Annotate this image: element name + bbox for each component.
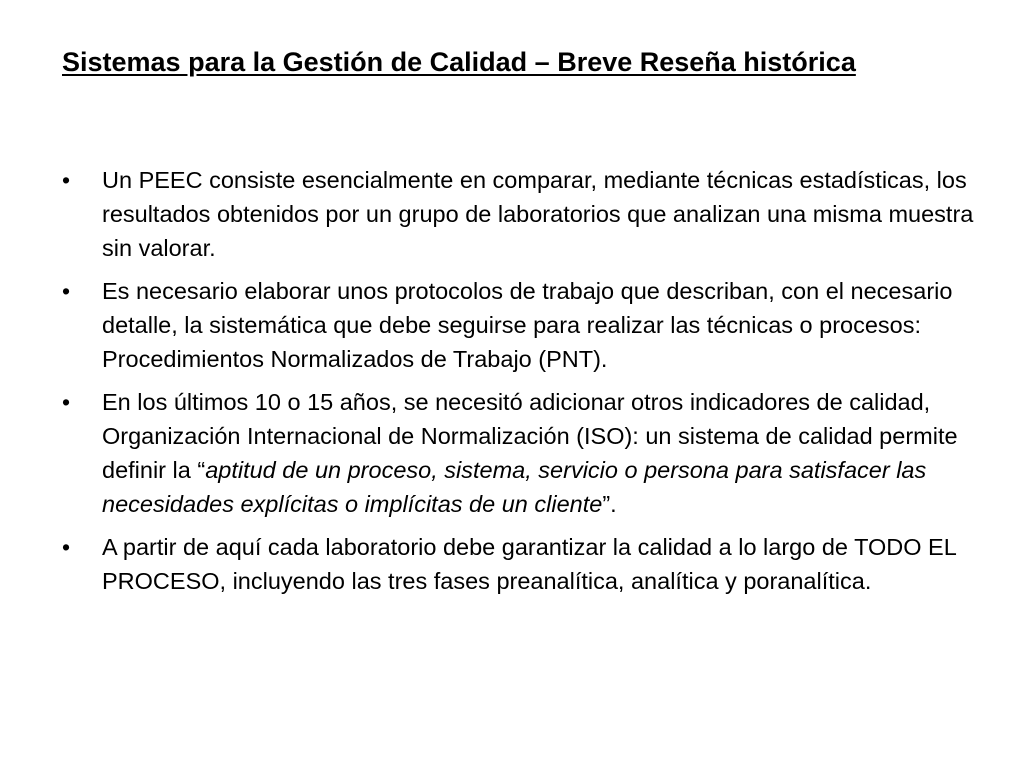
bullet-text-after: ”. [602, 491, 617, 517]
bullet-text: Es necesario elaborar unos protocolos de trabajo que describan, con el necesario detalle, la sistemática que debe seguirse para realizar las técnicas o procesos: Procedimientos Normalizados de Trabajo (PNT). [102, 278, 953, 372]
bullet-item-proceso [62, 530, 982, 598]
bullet-icon: • [62, 389, 71, 415]
bullet-text: A partir de aquí cada laboratorio debe garantizar la calidad a lo largo de TODO EL PROCESO, incluyendo las tres fases preanalítica, analítica y poranalítica. [102, 534, 956, 594]
bullet-icon: • [62, 534, 71, 560]
bullet-list [62, 163, 982, 607]
bullet-text [102, 385, 982, 521]
bullet-icon: • [62, 167, 71, 193]
bullet-item-peec [62, 163, 982, 265]
bullet-icon: • [62, 278, 71, 304]
bullet-item-protocolos [62, 274, 982, 376]
bullet-item-iso [62, 385, 982, 521]
bullet-text-italic: aptitud de un proceso, sistema, servicio o persona para satisfacer las necesidades explícitas o implícitas de un cliente [102, 457, 927, 517]
bullet-text: Un PEEC consiste esencialmente en comparar, mediante técnicas estadísticas, los resultados obtenidos por un grupo de laboratorios que analizan una misma muestra sin valorar. [102, 167, 974, 261]
bullet-text-before: En los últimos 10 o 15 años, se necesitó adicionar otros indicadores de calidad, Organización Internacional de Normalización (ISO): un sistema de calidad permite definir la “ [102, 389, 958, 483]
slide-title: Sistemas para la Gestión de Calidad – Breve Reseña histórica [62, 47, 856, 77]
